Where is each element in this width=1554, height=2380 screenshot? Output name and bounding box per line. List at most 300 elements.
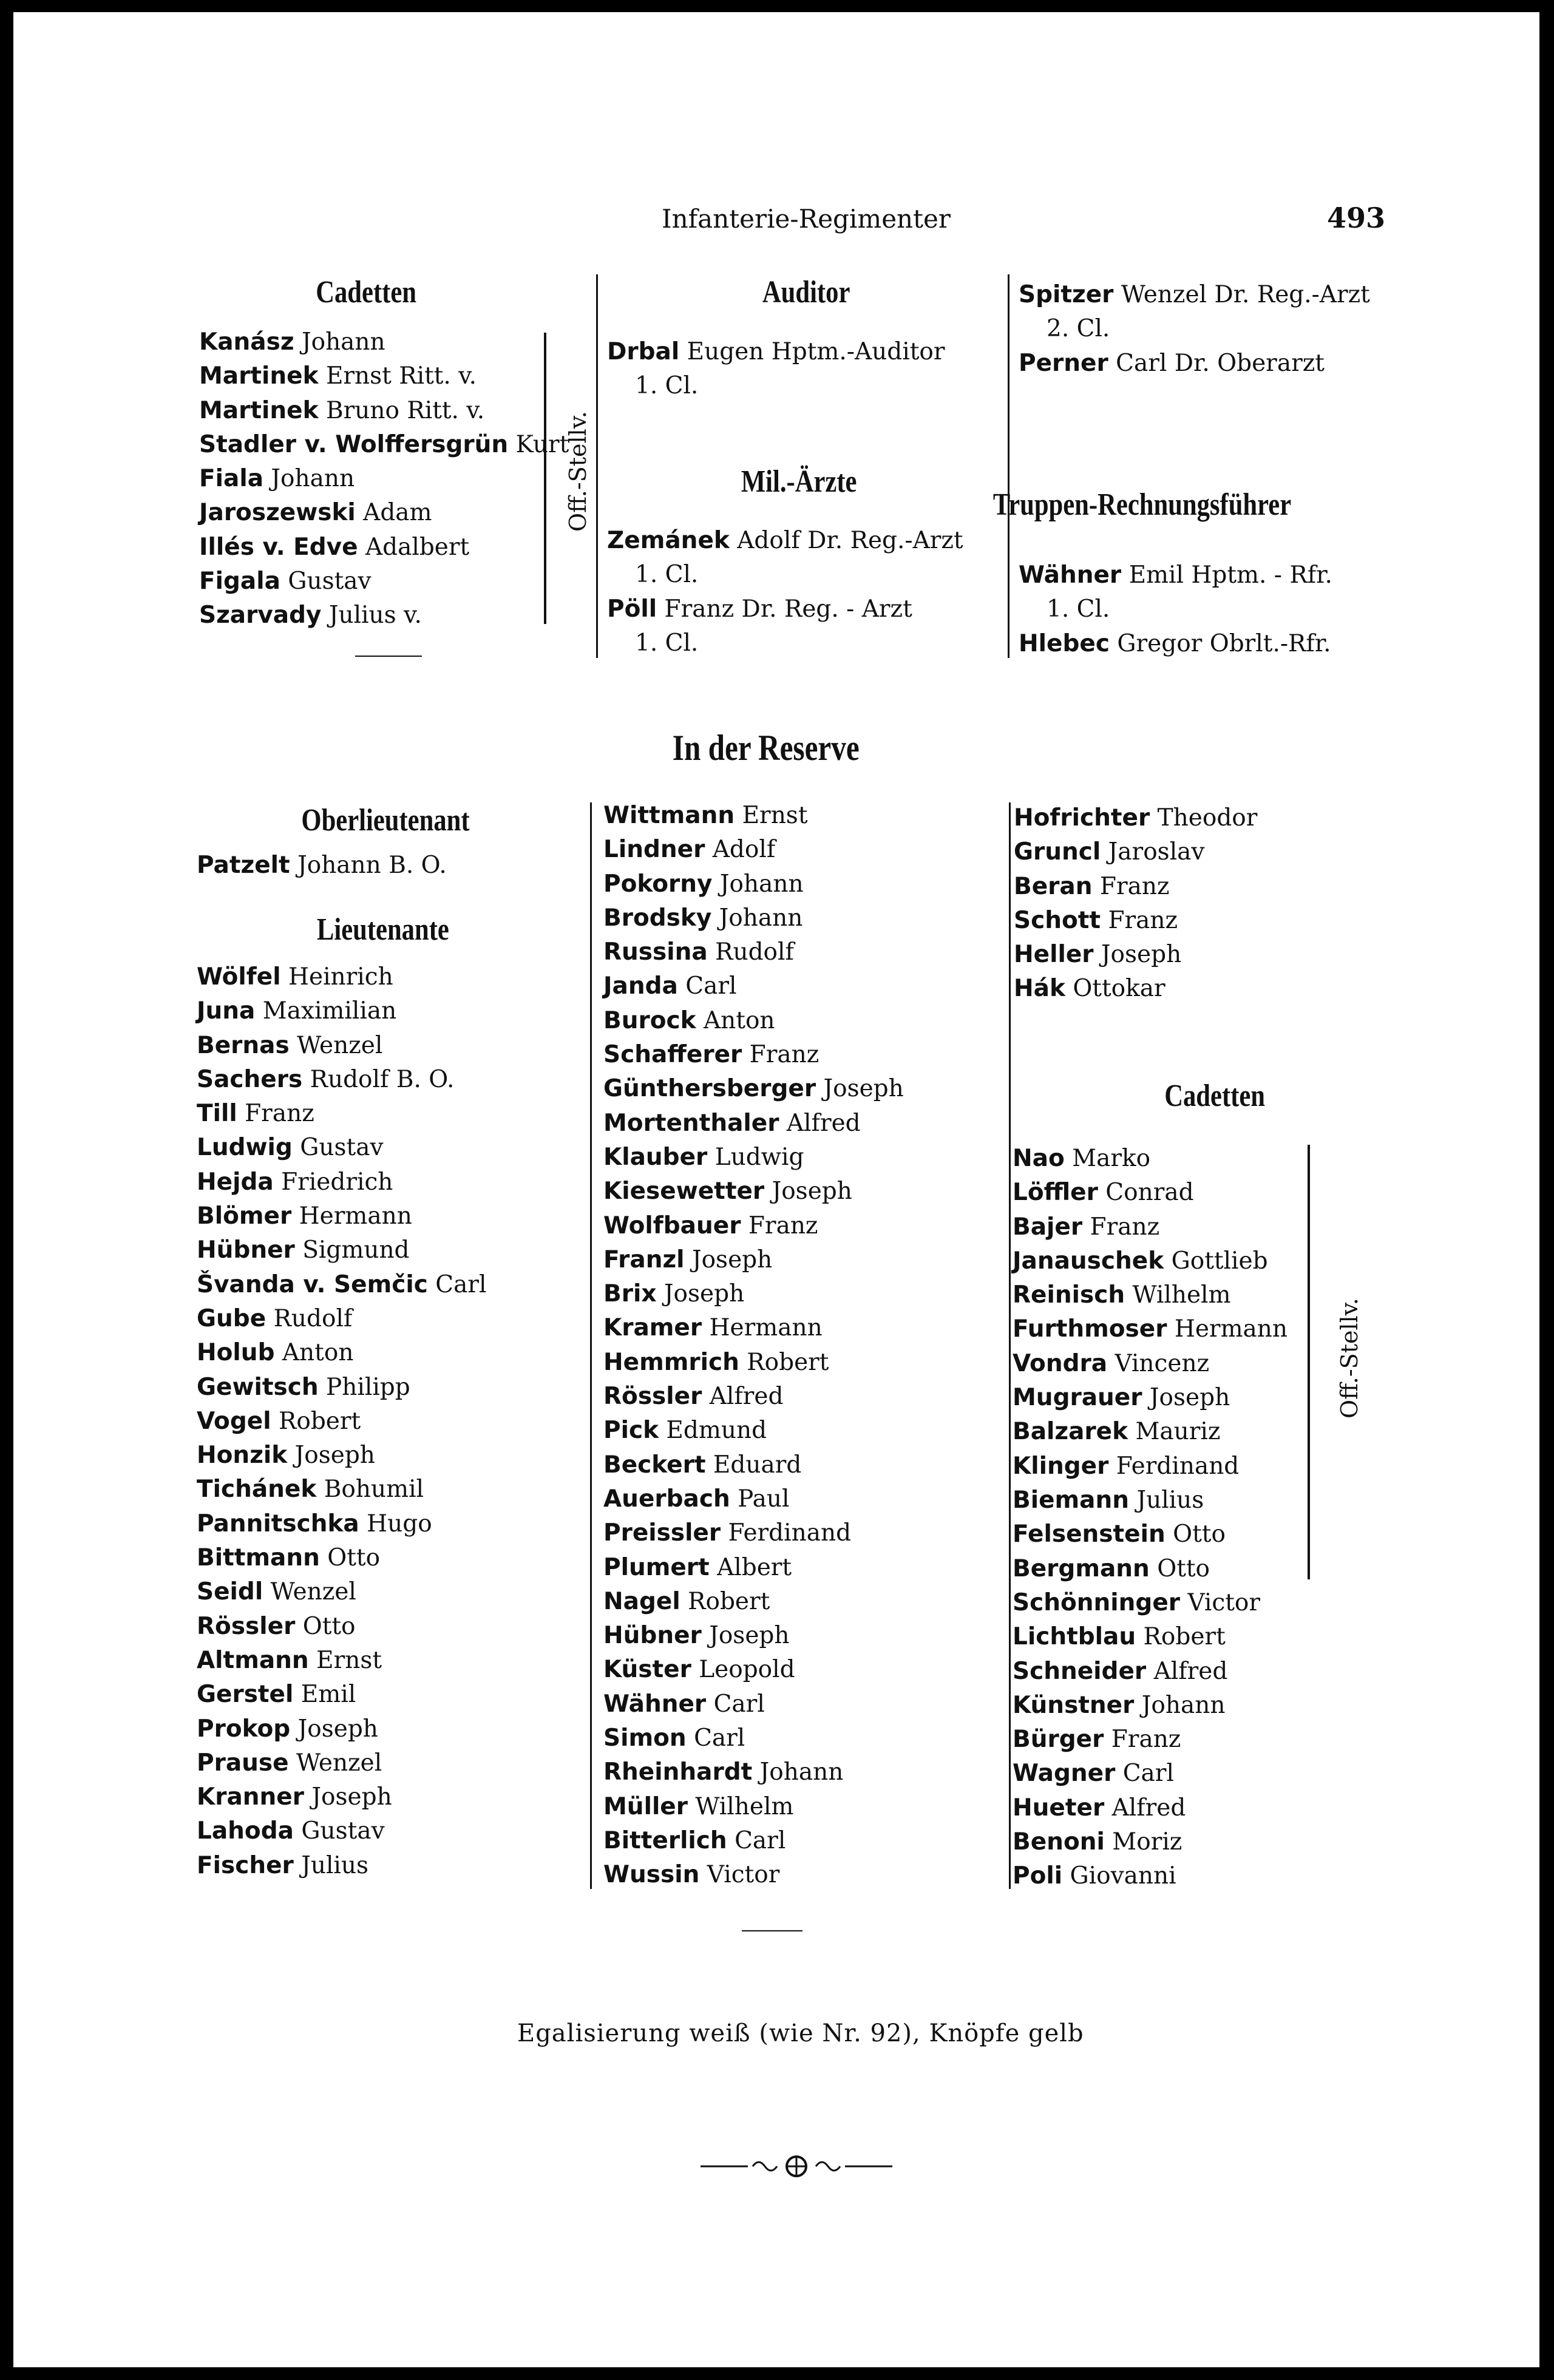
- entry-surname: Juna: [197, 997, 256, 1025]
- entry-surname: Küster: [603, 1656, 691, 1684]
- entry-surname: Müller: [603, 1792, 688, 1820]
- roster-entry: [1013, 1142, 1288, 1176]
- roster-entry: [1013, 1210, 1288, 1244]
- entry-surname: Löffler: [1013, 1179, 1098, 1207]
- entry-surname: Wussin: [603, 1861, 700, 1889]
- roster-entry: [1019, 558, 1332, 592]
- roster-entry: [197, 1165, 486, 1199]
- entry-surname: Blömer: [197, 1202, 292, 1230]
- roster-entry: [603, 1824, 904, 1858]
- roster-entry: [1013, 1312, 1288, 1346]
- entry-details: Joseph: [691, 1246, 773, 1273]
- entry-continuation: 1. Cl.: [635, 629, 699, 657]
- brace-label-offstellv-top: Off.-Stellv.: [565, 411, 591, 532]
- roster-entry: [607, 592, 963, 626]
- roster-entry: [1013, 1517, 1288, 1551]
- entry-details: Franz: [749, 1041, 819, 1069]
- entry-surname: Brodsky: [603, 904, 712, 932]
- roster-entry: [1013, 1415, 1288, 1449]
- roster-entry: [199, 531, 569, 564]
- roster-entry: [1013, 1791, 1260, 1825]
- roster-entry: [1019, 347, 1370, 381]
- entry-surname: Prokop: [197, 1715, 291, 1743]
- entry-details: Marko: [1072, 1145, 1151, 1172]
- entry-details: Otto: [302, 1612, 356, 1640]
- entry-details: Julius v.: [328, 602, 422, 629]
- roster-entry: [1013, 1620, 1260, 1654]
- brace-label-offstellv-reserve: Off.-Stellv.: [1336, 1298, 1363, 1419]
- entry-surname: Figala: [199, 568, 280, 595]
- entry-details: Gregor Obrlt.-Rfr.: [1117, 629, 1331, 657]
- entry-surname: Spitzer: [1019, 281, 1114, 308]
- entry-surname: Simon: [603, 1724, 687, 1752]
- entry-surname: Gerstel: [197, 1681, 294, 1709]
- entry-surname: Bürger: [1013, 1726, 1104, 1754]
- roster-entry: [1013, 1586, 1260, 1620]
- entry-surname: Altmann: [197, 1646, 309, 1674]
- entry-details: Albert: [717, 1553, 792, 1581]
- entry-surname: Brix: [603, 1280, 657, 1308]
- roster-entry: [1013, 1552, 1288, 1586]
- entry-surname: Martinek: [199, 362, 319, 390]
- entry-details: Rudolf: [273, 1304, 353, 1332]
- entry-details: Adolf: [712, 836, 776, 864]
- entry-details: Adolf Dr. Reg.-Arzt: [737, 527, 963, 554]
- entry-surname: Zemánek: [607, 527, 730, 554]
- entry-surname: Lichtblau: [1013, 1623, 1136, 1651]
- mil-aerzte-list: [607, 524, 963, 660]
- roster-entry: [603, 1277, 904, 1311]
- entry-details: Joseph: [823, 1075, 904, 1103]
- roster-entry: [1013, 1723, 1260, 1757]
- entry-surname: Schneider: [1013, 1657, 1147, 1685]
- entry-surname: Lindner: [603, 836, 705, 864]
- entry-details: Gustav: [301, 1817, 385, 1845]
- roster-entry: [1013, 1347, 1288, 1381]
- entry-surname: Patzelt: [197, 852, 290, 879]
- entry-details: Carl: [694, 1724, 745, 1752]
- entry-details: Friedrich: [281, 1168, 393, 1196]
- entry-details: Philipp: [326, 1373, 410, 1401]
- entry-details: Hermann: [299, 1202, 412, 1230]
- roster-entry: [197, 849, 447, 883]
- entry-surname: Heller: [1014, 941, 1094, 969]
- entry-surname: Bajer: [1013, 1213, 1083, 1241]
- roster-entry: [197, 1336, 486, 1370]
- entry-surname: Balzarek: [1013, 1418, 1128, 1446]
- roster-entry: [1019, 627, 1332, 661]
- cadetten-top-list: [199, 325, 569, 633]
- entry-details: Ernst: [316, 1646, 382, 1674]
- roster-entry: [1013, 1689, 1260, 1723]
- entry-details: Carl: [1122, 1760, 1174, 1788]
- entry-surname: Nagel: [603, 1587, 680, 1615]
- entry-surname: Wähner: [603, 1690, 707, 1718]
- roster-entry: [1014, 870, 1257, 904]
- entry-surname: Schott: [1014, 906, 1101, 934]
- heading-lieutenante: Lieutenante: [316, 912, 449, 947]
- column-rule-reserve-1: [590, 802, 592, 1889]
- entry-surname: Pannitschka: [197, 1510, 359, 1538]
- entry-details: Kurt: [515, 430, 569, 458]
- roster-entry: [197, 1268, 486, 1302]
- entry-details: Edmund: [666, 1417, 767, 1445]
- roster-entry: [199, 564, 569, 598]
- entry-details: Victor: [1187, 1589, 1261, 1616]
- entry-surname: Reinisch: [1013, 1281, 1125, 1309]
- roster-entry: [603, 935, 904, 969]
- entry-surname: Hemmrich: [603, 1348, 739, 1376]
- entry-details: Alfred: [1111, 1794, 1186, 1822]
- entry-surname: Günthersberger: [603, 1075, 816, 1103]
- roster-entry: [603, 1346, 904, 1380]
- entry-details: Mauriz: [1135, 1418, 1221, 1446]
- lieutenante-column-3: [1014, 801, 1257, 1006]
- entry-surname: Hübner: [197, 1236, 295, 1264]
- entry-details: Giovanni: [1070, 1862, 1176, 1890]
- entry-surname: Ludwig: [197, 1134, 293, 1162]
- cadetten-reserve-braced-list: [1013, 1142, 1288, 1586]
- roster-entry: [197, 1644, 486, 1678]
- roster-entry: [1013, 1176, 1288, 1210]
- roster-entry: [607, 335, 945, 369]
- entry-details: Gustav: [300, 1134, 384, 1162]
- entry-details: Emil: [300, 1681, 356, 1709]
- entry-surname: Felsenstein: [1013, 1521, 1166, 1548]
- roster-entry: [603, 1072, 904, 1106]
- entry-details: Franz: [748, 1212, 818, 1239]
- roster-entry: [1013, 1757, 1260, 1791]
- auditor-list: [607, 335, 945, 404]
- entry-details: Franz: [1108, 906, 1178, 934]
- entry-details: Johann: [271, 465, 355, 493]
- entry-details: Wenzel Dr. Reg.-Arzt: [1121, 281, 1370, 308]
- entry-details: Hermann: [709, 1314, 823, 1342]
- roster-entry: [197, 1575, 486, 1609]
- entry-details: Victor: [707, 1861, 780, 1889]
- roster-entry: [1014, 904, 1257, 938]
- entry-surname: Schafferer: [603, 1041, 742, 1069]
- entry-details: Ottokar: [1073, 975, 1166, 1003]
- entry-details: Hermann: [1174, 1315, 1288, 1343]
- roster-entry: [603, 867, 904, 901]
- entry-details: Otto: [327, 1544, 381, 1572]
- entry-surname: Klauber: [603, 1143, 708, 1171]
- running-header-title: Infanterie-Regimenter: [662, 204, 951, 234]
- entry-details: Alfred: [786, 1109, 861, 1137]
- entry-details: Johann: [1141, 1691, 1226, 1719]
- entry-details: Carl: [713, 1690, 765, 1718]
- entry-details: Joseph: [294, 1442, 375, 1470]
- entry-details: Rudolf: [715, 938, 794, 966]
- roster-entry: [603, 1721, 904, 1755]
- entry-surname: Vondra: [1013, 1349, 1108, 1377]
- heading-auditor: Auditor: [762, 275, 850, 310]
- roster-entry: [197, 1712, 486, 1746]
- roster-entry: [603, 1175, 904, 1209]
- entry-details: Julius: [1136, 1486, 1204, 1514]
- entry-details: Franz: [1090, 1213, 1160, 1241]
- entry-details: Joseph: [1149, 1384, 1230, 1412]
- roster-entry: [603, 1516, 904, 1550]
- ornament-icon: [693, 2150, 900, 2183]
- roster-entry: [197, 1473, 486, 1507]
- entry-surname: Janda: [603, 972, 678, 1000]
- entry-details: Carl: [435, 1270, 487, 1298]
- entry-details: Ludwig: [714, 1143, 804, 1171]
- entry-details: Anton: [703, 1006, 775, 1034]
- entry-surname: Drbal: [607, 338, 680, 365]
- roster-entry: [1014, 972, 1257, 1006]
- entry-details: Wilhelm: [1132, 1281, 1231, 1309]
- entry-surname: Stadler v. Wolffersgrün: [199, 430, 509, 458]
- roster-entry: [603, 1380, 904, 1414]
- entry-surname: Preissler: [603, 1519, 721, 1547]
- roster-entry: [603, 969, 904, 1003]
- heading-rechnungsfuehrer: Truppen-Rechnungsführer: [992, 487, 1292, 522]
- entry-details: Emil Hptm. - Rfr.: [1128, 561, 1332, 589]
- entry-details: Carl Dr. Oberarzt: [1116, 349, 1325, 377]
- entry-surname: Wölfel: [197, 963, 281, 991]
- entry-surname: Mortenthaler: [603, 1109, 779, 1137]
- entry-surname: Gewitsch: [197, 1373, 319, 1401]
- heading-mil-aerzte: Mil.-Ärzte: [741, 464, 857, 499]
- entry-surname: Mugrauer: [1013, 1384, 1142, 1412]
- roster-entry: [603, 1243, 904, 1277]
- roster-entry: [603, 1414, 904, 1448]
- entry-details: Wenzel: [296, 1749, 382, 1777]
- entry-details: Robert: [747, 1348, 829, 1376]
- entry-surname: Rheinhardt: [603, 1758, 753, 1786]
- roster-entry: [603, 1038, 904, 1072]
- entry-details: Ferdinand: [728, 1519, 852, 1547]
- entry-details: Robert: [688, 1587, 770, 1615]
- roster-entry: [603, 901, 904, 935]
- roster-entry: [603, 1107, 904, 1141]
- entry-surname: Fischer: [197, 1851, 294, 1879]
- entry-surname: Schönninger: [1013, 1589, 1181, 1616]
- entry-details: Adam: [363, 499, 432, 527]
- roster-entry: [603, 1141, 904, 1175]
- entry-surname: Poli: [1013, 1862, 1063, 1890]
- entry-details: Otto: [1173, 1521, 1226, 1548]
- entry-details: Joseph: [1101, 941, 1182, 969]
- roster-entry: [197, 1199, 486, 1233]
- roster-entry: [1013, 1825, 1260, 1859]
- entry-surname: Biemann: [1013, 1486, 1130, 1514]
- roster-entry: [199, 496, 569, 530]
- entry-surname: Švanda v. Semčic: [197, 1270, 428, 1298]
- entry-surname: Hübner: [603, 1622, 702, 1650]
- roster-entry: [1013, 1381, 1288, 1415]
- roster-entry: [197, 1371, 486, 1405]
- entry-details: Sigmund: [302, 1236, 410, 1264]
- roster-entry: [199, 462, 569, 496]
- entry-details: Ernst: [742, 802, 808, 829]
- entry-surname: Furthmoser: [1013, 1315, 1167, 1343]
- entry-surname: Honzik: [197, 1442, 288, 1470]
- entry-details: Joseph: [709, 1622, 790, 1650]
- entry-surname: Szarvady: [199, 602, 322, 629]
- roster-entry: [1013, 1449, 1288, 1483]
- bottom-rule: [742, 1930, 802, 1931]
- entry-details: Moriz: [1112, 1828, 1182, 1856]
- entry-details: Eduard: [713, 1451, 802, 1479]
- roster-entry: [197, 1405, 486, 1439]
- entry-details: Hugo: [367, 1510, 432, 1538]
- roster-entry: [197, 1302, 486, 1336]
- roster-entry: [603, 1619, 904, 1653]
- entry-details: Bohumil: [324, 1476, 424, 1504]
- roster-entry: [603, 1551, 904, 1585]
- entry-details: Carl: [685, 972, 737, 1000]
- aerzte-continued-list: [1019, 278, 1370, 381]
- entry-details: Robert: [1143, 1623, 1226, 1651]
- entry-details: Johann: [719, 904, 803, 932]
- heading-in-der-reserve: In der Reserve: [672, 728, 860, 768]
- entry-surname: Sachers: [197, 1065, 303, 1093]
- entry-surname: Beckert: [603, 1451, 706, 1479]
- entry-details: Gottlieb: [1171, 1247, 1268, 1275]
- entry-details: Johann: [301, 328, 385, 356]
- entry-details: Ernst Ritt. v.: [325, 362, 477, 390]
- roster-entry: [197, 1780, 486, 1814]
- entry-details: Wenzel: [270, 1578, 356, 1606]
- entry-details: Robert: [279, 1407, 361, 1435]
- entry-surname: Gruncl: [1014, 838, 1101, 866]
- rechnungsfuehrer-list: [1019, 558, 1332, 661]
- entry-details: Ferdinand: [1116, 1452, 1240, 1480]
- roster-entry: [603, 1687, 904, 1721]
- entry-details: Alfred: [1153, 1657, 1228, 1685]
- entry-surname: Plumert: [603, 1553, 710, 1581]
- column-rule-top-2: [1008, 274, 1009, 658]
- entry-details: Adalbert: [365, 533, 470, 561]
- entry-details: Conrad: [1105, 1179, 1194, 1207]
- entry-surname: Wittmann: [603, 802, 735, 829]
- entry-surname: Wagner: [1013, 1760, 1116, 1788]
- entry-surname: Holub: [197, 1339, 275, 1367]
- roster-entry: [197, 1131, 486, 1165]
- roster-entry: [603, 1858, 904, 1892]
- lieutenante-column-2: [603, 799, 904, 1893]
- entry-details: Vincenz: [1115, 1349, 1210, 1377]
- roster-entry: [199, 428, 569, 462]
- entry-details: Anton: [282, 1339, 354, 1367]
- page: [13, 12, 1539, 2367]
- entry-surname: Jaroszewski: [199, 499, 356, 527]
- entry-surname: Bittmann: [197, 1544, 320, 1572]
- roster-entry: [197, 1610, 486, 1644]
- entry-surname: Bernas: [197, 1031, 290, 1059]
- entry-details: Joseph: [772, 1178, 852, 1205]
- entry-surname: Tichánek: [197, 1476, 317, 1504]
- entry-surname: Kanász: [199, 328, 294, 356]
- roster-entry: [1014, 801, 1257, 835]
- entry-surname: Fiala: [199, 465, 264, 493]
- entry-surname: Russina: [603, 938, 708, 966]
- entry-surname: Pokorny: [603, 870, 713, 898]
- entry-details: Bruno Ritt. v.: [325, 396, 485, 424]
- entry-surname: Pick: [603, 1417, 659, 1445]
- roster-entry: [603, 1585, 904, 1619]
- roster-entry: [1013, 1278, 1288, 1312]
- entry-details: Maximilian: [262, 997, 397, 1025]
- brace-cadetten-reserve: [1299, 1145, 1310, 1579]
- roster-entry: [199, 598, 569, 632]
- entry-details: Rudolf B. O.: [310, 1065, 455, 1093]
- entry-details: Wilhelm: [695, 1792, 794, 1820]
- entry-surname: Bergmann: [1013, 1554, 1150, 1582]
- roster-entry: [603, 1448, 904, 1482]
- entry-details: Johann B. O.: [297, 852, 447, 879]
- roster-entry: [199, 359, 569, 393]
- entry-surname: Künstner: [1013, 1691, 1135, 1719]
- heading-cadetten-top: Cadetten: [316, 275, 416, 310]
- heading-oberlieutenant: Oberlieutenant: [301, 803, 470, 838]
- roster-entry: [199, 394, 569, 428]
- entry-surname: Burock: [603, 1006, 696, 1034]
- entry-details: Julius: [301, 1851, 369, 1879]
- roster-entry: [1013, 1483, 1288, 1517]
- entry-surname: Martinek: [199, 396, 319, 424]
- roster-entry: [603, 1004, 904, 1038]
- entry-details: Joseph: [663, 1280, 745, 1308]
- entry-details: Johann: [759, 1758, 844, 1786]
- roster-entry: [603, 1482, 904, 1516]
- roster-entry: [603, 1755, 904, 1789]
- roster-entry: [603, 1209, 904, 1243]
- rule-cadetten-top: [355, 656, 422, 657]
- oberlieutenant-list: [197, 849, 447, 883]
- entry-details: Heinrich: [288, 963, 393, 991]
- entry-details: Franz: [1099, 872, 1170, 900]
- entry-details: Joseph: [311, 1783, 392, 1811]
- entry-surname: Janauschek: [1013, 1247, 1164, 1275]
- roster-entry: [603, 833, 904, 867]
- entry-surname: Kramer: [603, 1314, 702, 1342]
- entry-surname: Beran: [1014, 872, 1093, 900]
- entry-surname: Auerbach: [603, 1485, 730, 1513]
- roster-entry: [1019, 278, 1370, 312]
- entry-continuation: 1. Cl.: [1047, 595, 1110, 623]
- entry-surname: Hejda: [197, 1168, 274, 1196]
- entry-surname: Hueter: [1013, 1794, 1105, 1822]
- entry-surname: Hák: [1014, 975, 1065, 1003]
- entry-details: Wenzel: [297, 1031, 383, 1059]
- roster-entry: [1013, 1244, 1288, 1278]
- entry-surname: Vogel: [197, 1407, 271, 1435]
- roster-entry: [197, 1097, 486, 1131]
- entry-surname: Kiesewetter: [603, 1178, 765, 1205]
- entry-surname: Lahoda: [197, 1817, 294, 1845]
- entry-surname: Franzl: [603, 1246, 685, 1273]
- lieutenante-column-1: [197, 960, 486, 1883]
- entry-details: Otto: [1157, 1554, 1210, 1582]
- roster-entry: [197, 960, 486, 994]
- entry-surname: Kranner: [197, 1783, 304, 1811]
- entry-surname: Gube: [197, 1304, 266, 1332]
- entry-surname: Hlebec: [1019, 629, 1110, 657]
- entry-surname: Benoni: [1013, 1828, 1105, 1856]
- entry-details: Leopold: [699, 1656, 795, 1684]
- column-rule-reserve-2: [1009, 802, 1011, 1889]
- roster-entry: [1014, 835, 1257, 869]
- entry-details: Joseph: [297, 1715, 378, 1743]
- entry-details: Franz: [1111, 1726, 1181, 1754]
- entry-continuation: 1. Cl.: [635, 372, 699, 400]
- roster-entry: [197, 1439, 486, 1473]
